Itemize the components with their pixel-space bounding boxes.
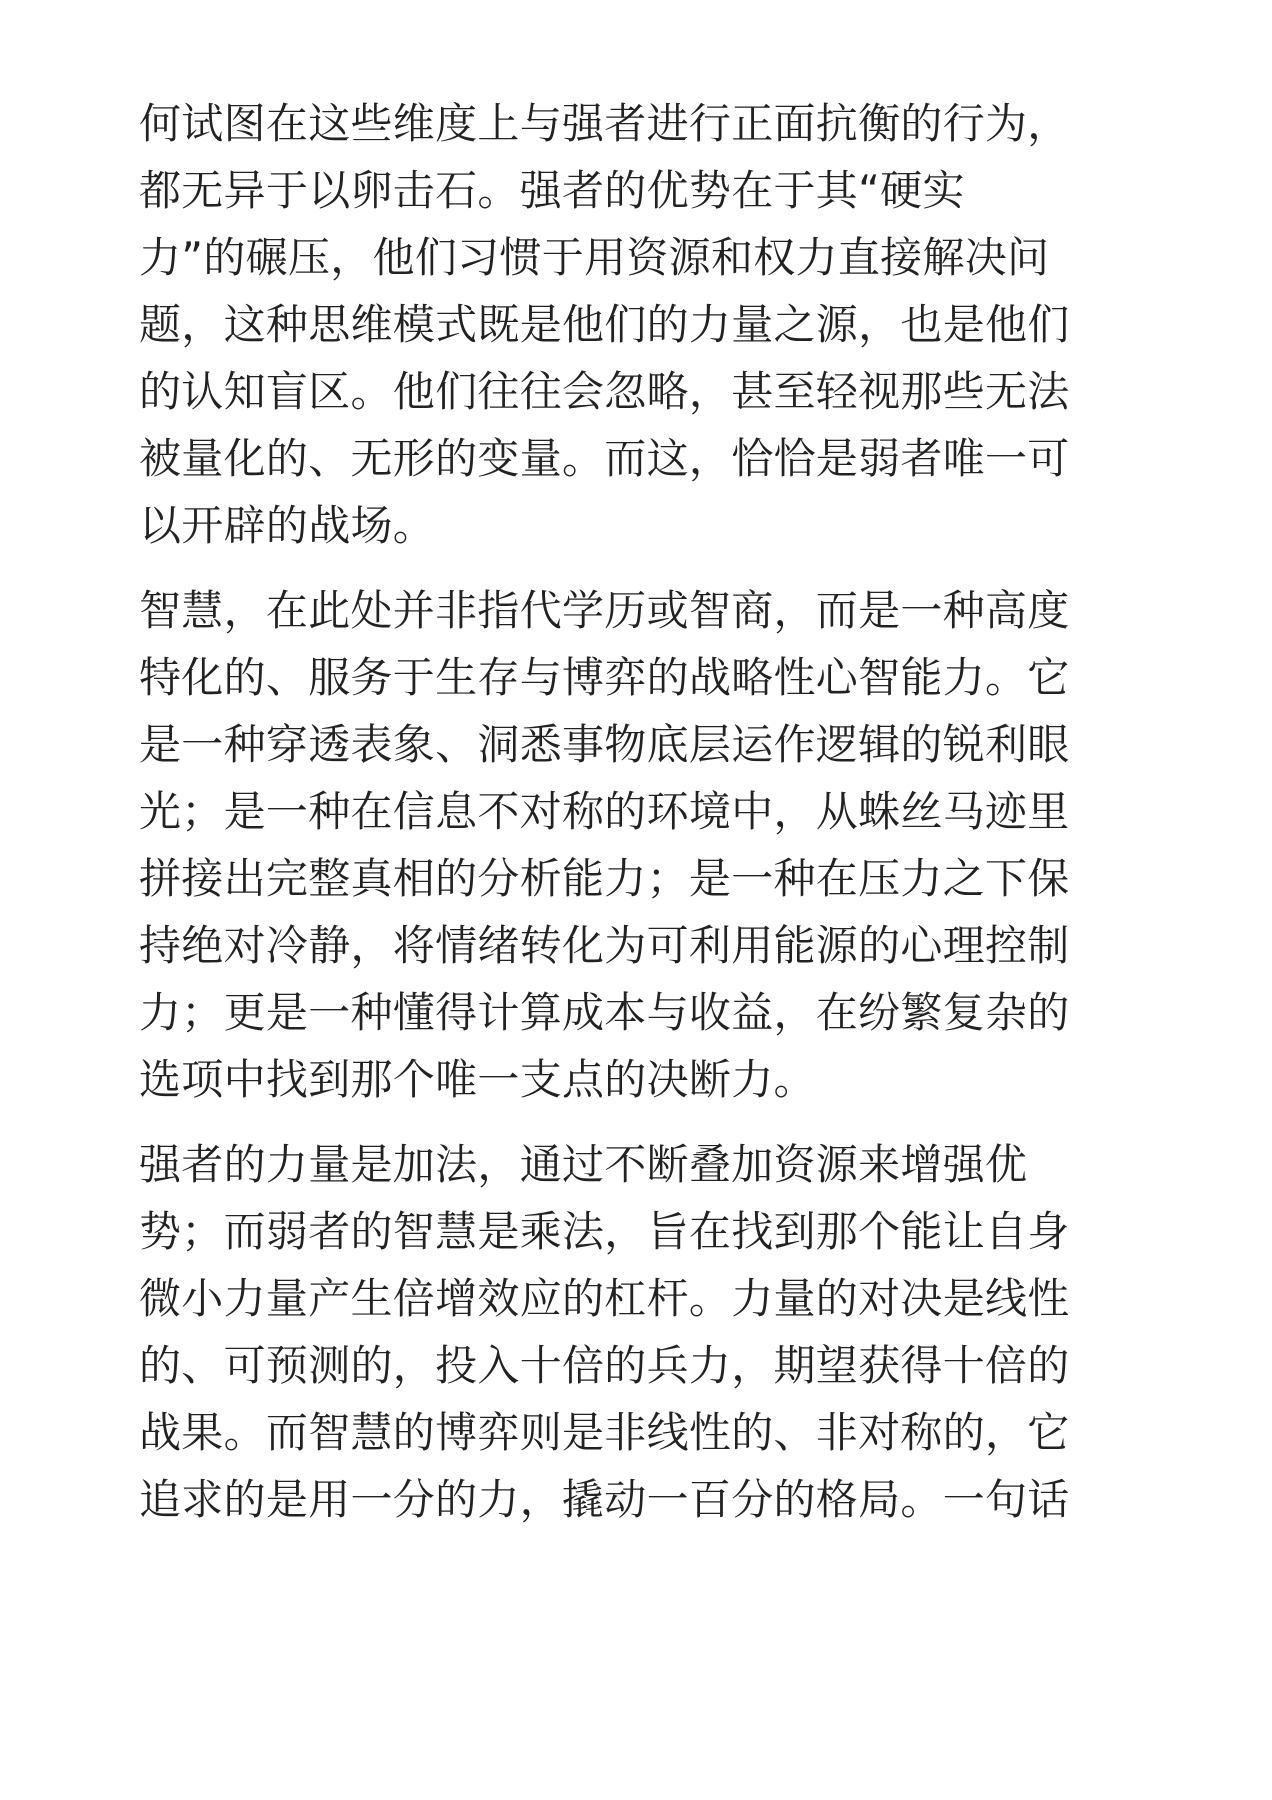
text-line: 微小力量产生倍增效应的杠杆。力量的对决是线性 xyxy=(139,1274,1070,1323)
text-line: 智慧，在此处并非指代学历或智商，而是一种高度 xyxy=(139,586,1070,635)
text-line: 是一种穿透表象、洞悉事物底层运作逻辑的锐利眼 xyxy=(139,720,1070,769)
text-line: 的认知盲区。他们往往会忽略，甚至轻视那些无法 xyxy=(139,367,1070,416)
text-line: 力”的碾压，他们习惯于用资源和权力直接解决问 xyxy=(139,233,1050,282)
paragraph-spacer xyxy=(139,1113,1139,1131)
article-body xyxy=(139,90,1139,1533)
text-line: 追求的是用一分的力，撬动一百分的格局。一句话 xyxy=(139,1475,1070,1524)
text-line: 强者的力量是加法，通过不断叠加资源来增强优 xyxy=(139,1140,1028,1189)
text-line: 力；更是一种懂得计算成本与收益，在纷繁复杂的 xyxy=(139,988,1070,1037)
text-line: 选项中找到那个唯一支点的决断力。 xyxy=(139,1055,816,1104)
text-line: 拼接出完整真相的分析能力；是一种在压力之下保 xyxy=(139,854,1070,903)
text-line: 势；而弱者的智慧是乘法，旨在找到那个能让自身 xyxy=(139,1207,1070,1256)
paragraph-spacer xyxy=(139,559,1139,577)
text-line: 光；是一种在信息不对称的环境中，从蛛丝马迹里 xyxy=(139,787,1070,836)
text-line: 持绝对冷静，将情绪转化为可利用能源的心理控制 xyxy=(139,921,1070,970)
text-line: 的、可预测的，投入十倍的兵力，期望获得十倍的 xyxy=(139,1341,1070,1390)
text-line: 都无异于以卵击石。强者的优势在于其“硬实 xyxy=(139,166,965,215)
text-line: 被量化的、无形的变量。而这，恰恰是弱者唯一可 xyxy=(139,434,1070,483)
text-line: 战果。而智慧的博弈则是非线性的、非对称的，它 xyxy=(139,1408,1070,1457)
text-line: 何试图在这些维度上与强者进行正面抗衡的行为， xyxy=(139,99,1070,148)
text-line: 以开辟的战场。 xyxy=(139,501,436,550)
text-line: 特化的、服务于生存与博弈的战略性心智能力。它 xyxy=(139,653,1070,702)
paragraph-3 xyxy=(139,1131,1139,1533)
paragraph-2 xyxy=(139,577,1139,1113)
paragraph-1 xyxy=(139,90,1139,559)
text-line: 题，这种思维模式既是他们的力量之源，也是他们 xyxy=(139,300,1070,349)
